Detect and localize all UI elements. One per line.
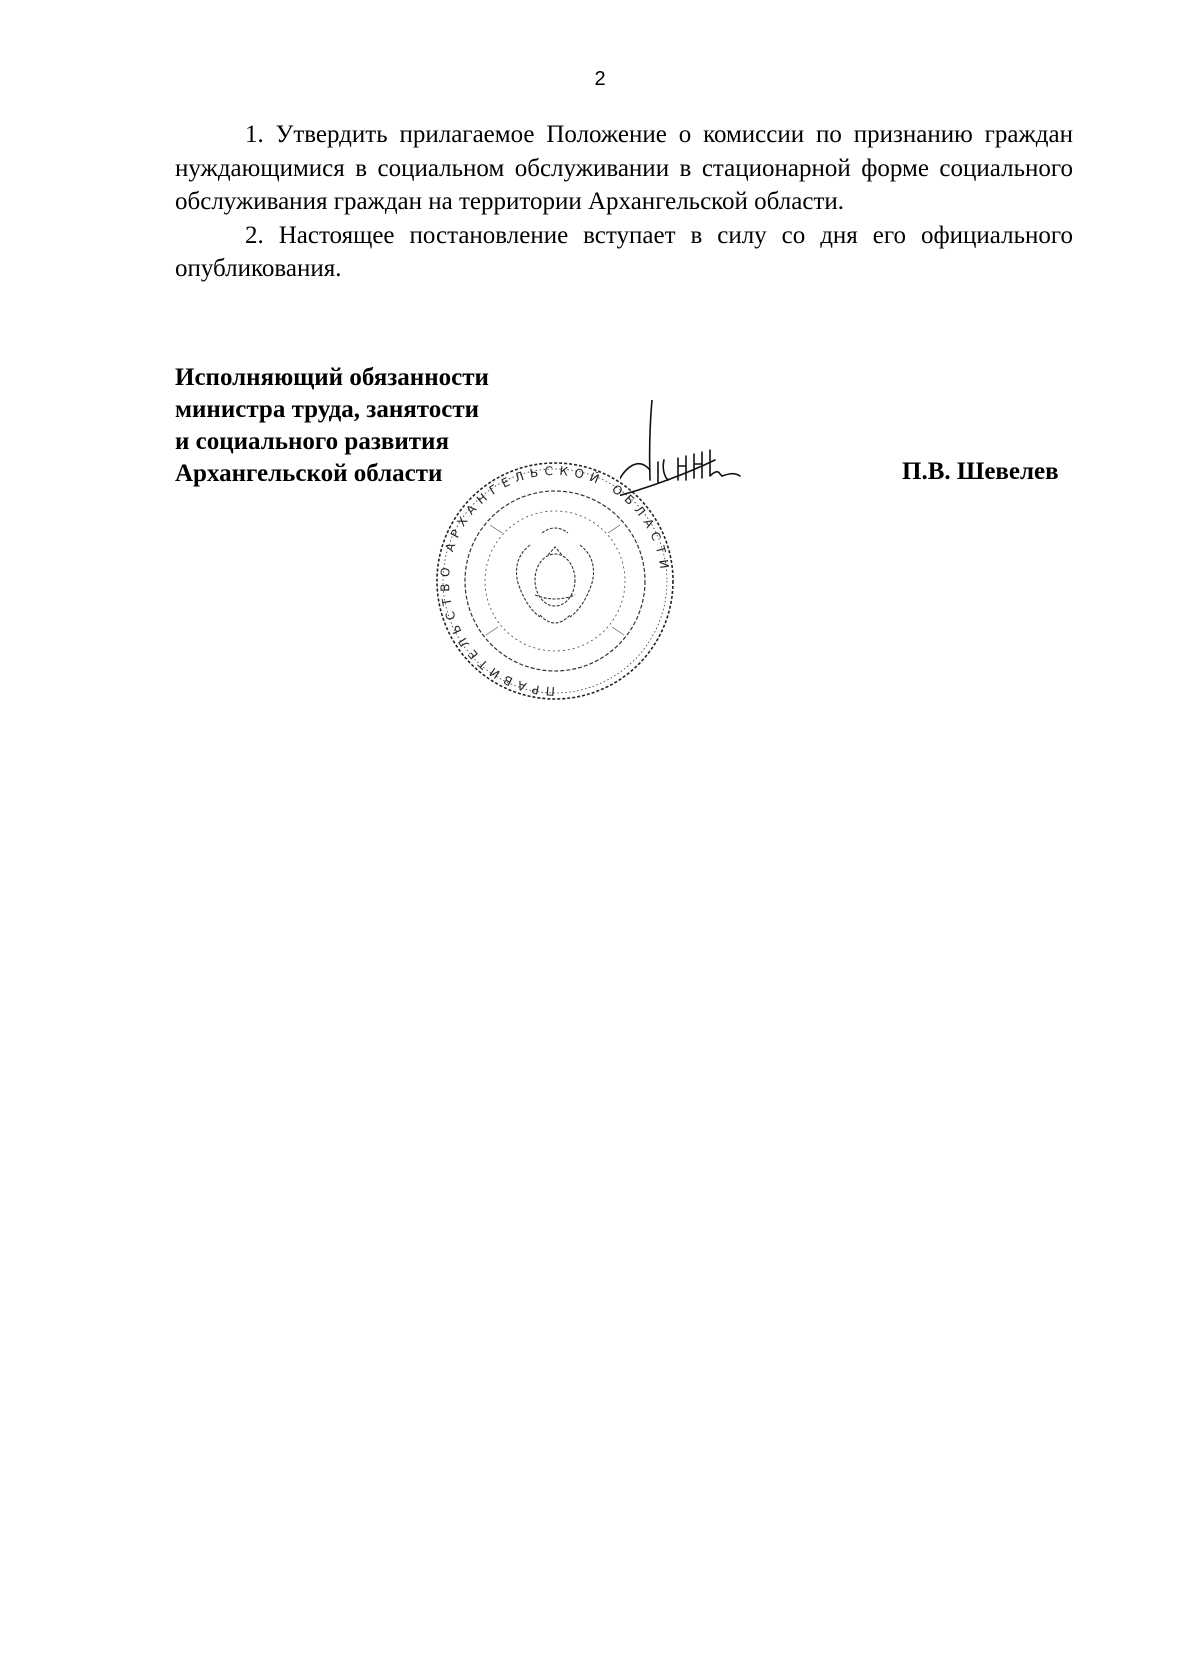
clause-1: 1. Утвердить прилагаемое Положение о комиссии по признанию граждан нуждающимися в социальном обслуживании в стационарной форме социального обслуживания граждан на территории Архангельской области. xyxy=(175,121,1073,215)
signatory-title-line: Архангельской области xyxy=(175,460,443,487)
page-number: 2 xyxy=(594,68,606,90)
signatory-title-line: Исполняющий обязанности xyxy=(175,364,489,391)
handwritten-signature xyxy=(620,400,795,505)
clause-2: 2. Настоящее постановление вступает в силу со дня его официального опубликования. xyxy=(175,221,1073,282)
signatory-title-line: и социального развития xyxy=(175,428,449,455)
signatory-title-line: министра труда, занятости xyxy=(175,396,480,423)
signatory-name: П.В. Шевелев xyxy=(902,458,1059,485)
seal-ring-text: ПРАВИТЕЛЬСТВО АРХАНГЕЛЬСКОЙ ОБЛАСТИ xyxy=(437,463,673,699)
decree-text xyxy=(175,118,1073,286)
